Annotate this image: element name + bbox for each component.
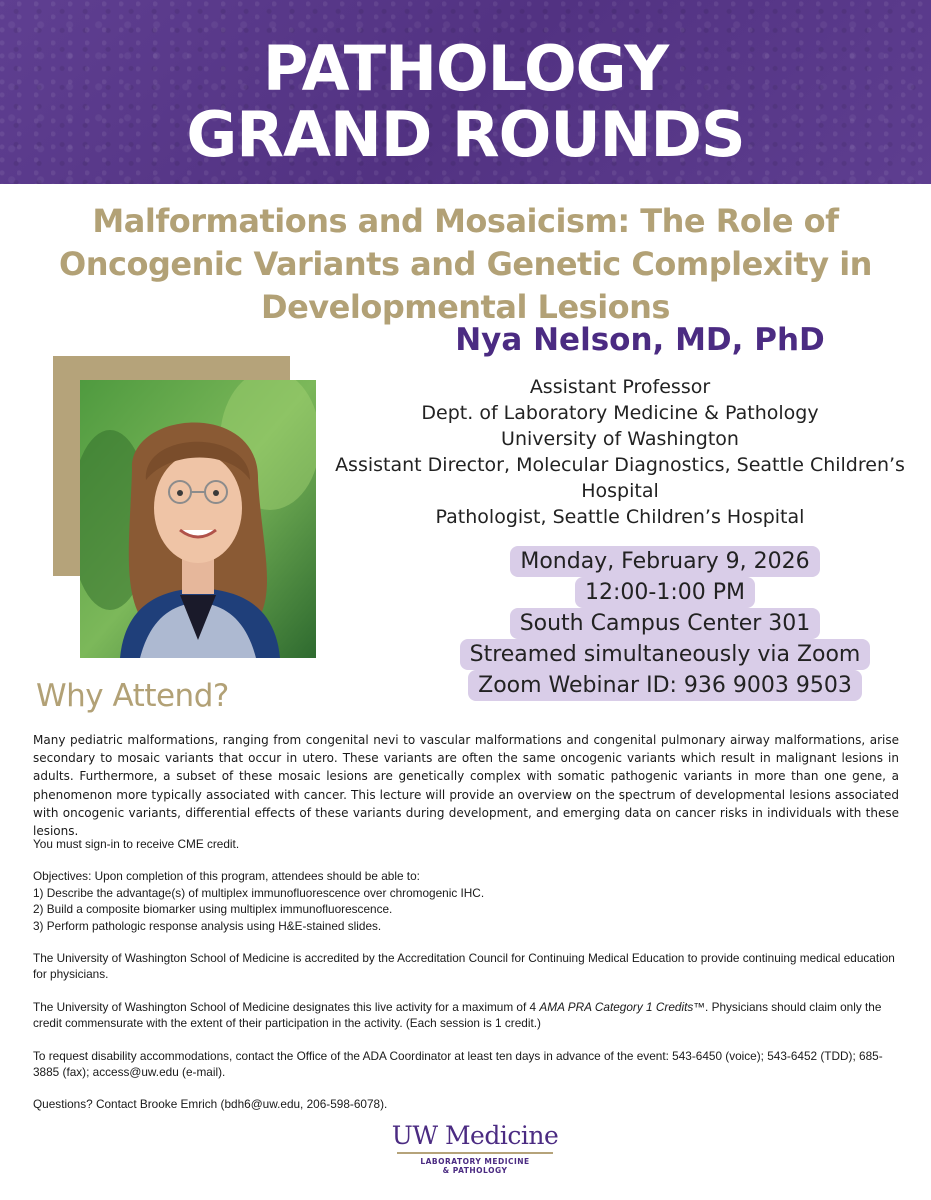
talk-title: [30, 200, 901, 329]
logo-divider: [397, 1152, 553, 1154]
event-details: [400, 546, 930, 701]
credential-line: Assistant Director, Molecular Diagnostics, Seattle Children’s Hospital: [335, 454, 905, 502]
page-title: [0, 32, 931, 171]
designation-credits: AMA PRA Category 1 Credits: [539, 999, 694, 1014]
abstract-text: Many pediatric malformations, ranging from congenital nevi to vascular malformations and congenital pulmonary airway malformations, arise secondary to mosaic variants that occur in utero. These variants are often the same oncogenic variants which result in malignant lesions in adults. Furthermore, a subset of these mosaic lesions are genetically complex with somatic pathogenic variants in more than one gene, a phenomenon more typically associated with cancer. This lecture will provide an overview on the spectrum of developmental lesions associated with oncogenic variants, differential effects of these variants during development, and emerging data on cancer risks in individuals with these lesions.: [33, 733, 899, 839]
designation-statement: [33, 999, 899, 1032]
event-time: 12:00-1:00 PM: [575, 577, 755, 608]
title-line-1: PATHOLOGY: [262, 32, 669, 105]
title-line-2: GRAND ROUNDS: [186, 98, 745, 171]
header-banner: [0, 0, 931, 184]
speaker-credentials: [330, 374, 910, 530]
credential-line: Assistant Professor: [529, 376, 711, 398]
uw-medicine-logo: [385, 1122, 565, 1175]
designation-prefix: The University of Washington School of Medicine designates this live activity for a maximum of 4: [33, 999, 540, 1014]
objectives-intro: Objectives: Upon completion of this program, attendees should be able to:: [33, 869, 420, 884]
event-webinar-id: Zoom Webinar ID: 936 9003 9503: [468, 670, 862, 701]
event-date: Monday, February 9, 2026: [510, 546, 819, 577]
why-attend-heading: Why Attend?: [36, 678, 229, 714]
designation-suffix: ™. Physicians should claim only the credit commensurate with the extent of their participation in the activity. (Each session is 1 credit.): [33, 999, 882, 1031]
logo-subtitle-line-1: LABORATORY MEDICINE: [420, 1157, 530, 1166]
objective-item: 1) Describe the advantage(s) of multiplex immunofluorescence over chromogenic IHC.: [33, 885, 485, 900]
credential-line: University of Washington: [501, 428, 739, 450]
talk-title-line-2: Oncogenic Variants and Genetic Complexity in: [59, 245, 872, 283]
speaker-name: Nya Nelson, MD, PhD: [455, 322, 825, 358]
speaker-portrait-illustration: [80, 380, 316, 658]
logo-subtitle-line-2: & PATHOLOGY: [442, 1166, 508, 1175]
fine-print: [33, 836, 899, 1129]
disability-statement: To request disability accommodations, contact the Office of the ADA Coordinator at least ten days in advance of the event: 543-6450 (voice); 543-6452 (TDD); 685-3885 (fax); access@uw.edu (e-mail).: [33, 1048, 883, 1080]
logo-wordmark: UW Medicine: [391, 1121, 559, 1150]
event-location: South Campus Center 301: [510, 608, 821, 639]
speaker-photo: [80, 380, 316, 658]
objectives: [33, 868, 899, 934]
questions-contact: Questions? Contact Brooke Emrich (bdh6@uw.edu, 206-598-6078).: [33, 1097, 388, 1112]
objective-item: 3) Perform pathologic response analysis using H&E-stained slides.: [33, 918, 382, 933]
talk-title-line-3: Developmental Lesions: [261, 288, 670, 326]
credential-line: Pathologist, Seattle Children’s Hospital: [435, 506, 805, 528]
signin-note: You must sign-in to receive CME credit.: [33, 837, 240, 851]
credential-line: Dept. of Laboratory Medicine & Pathology: [421, 402, 819, 424]
talk-title-line-1: Malformations and Mosaicism: The Role of: [92, 202, 839, 240]
event-stream: Streamed simultaneously via Zoom: [460, 639, 871, 670]
objective-item: 2) Build a composite biomarker using multiplex immunofluorescence.: [33, 902, 393, 917]
accreditation-statement: The University of Washington School of Medicine is accredited by the Accreditation Council for Continuing Medical Education to provide continuing medical education for physicians.: [33, 951, 895, 982]
